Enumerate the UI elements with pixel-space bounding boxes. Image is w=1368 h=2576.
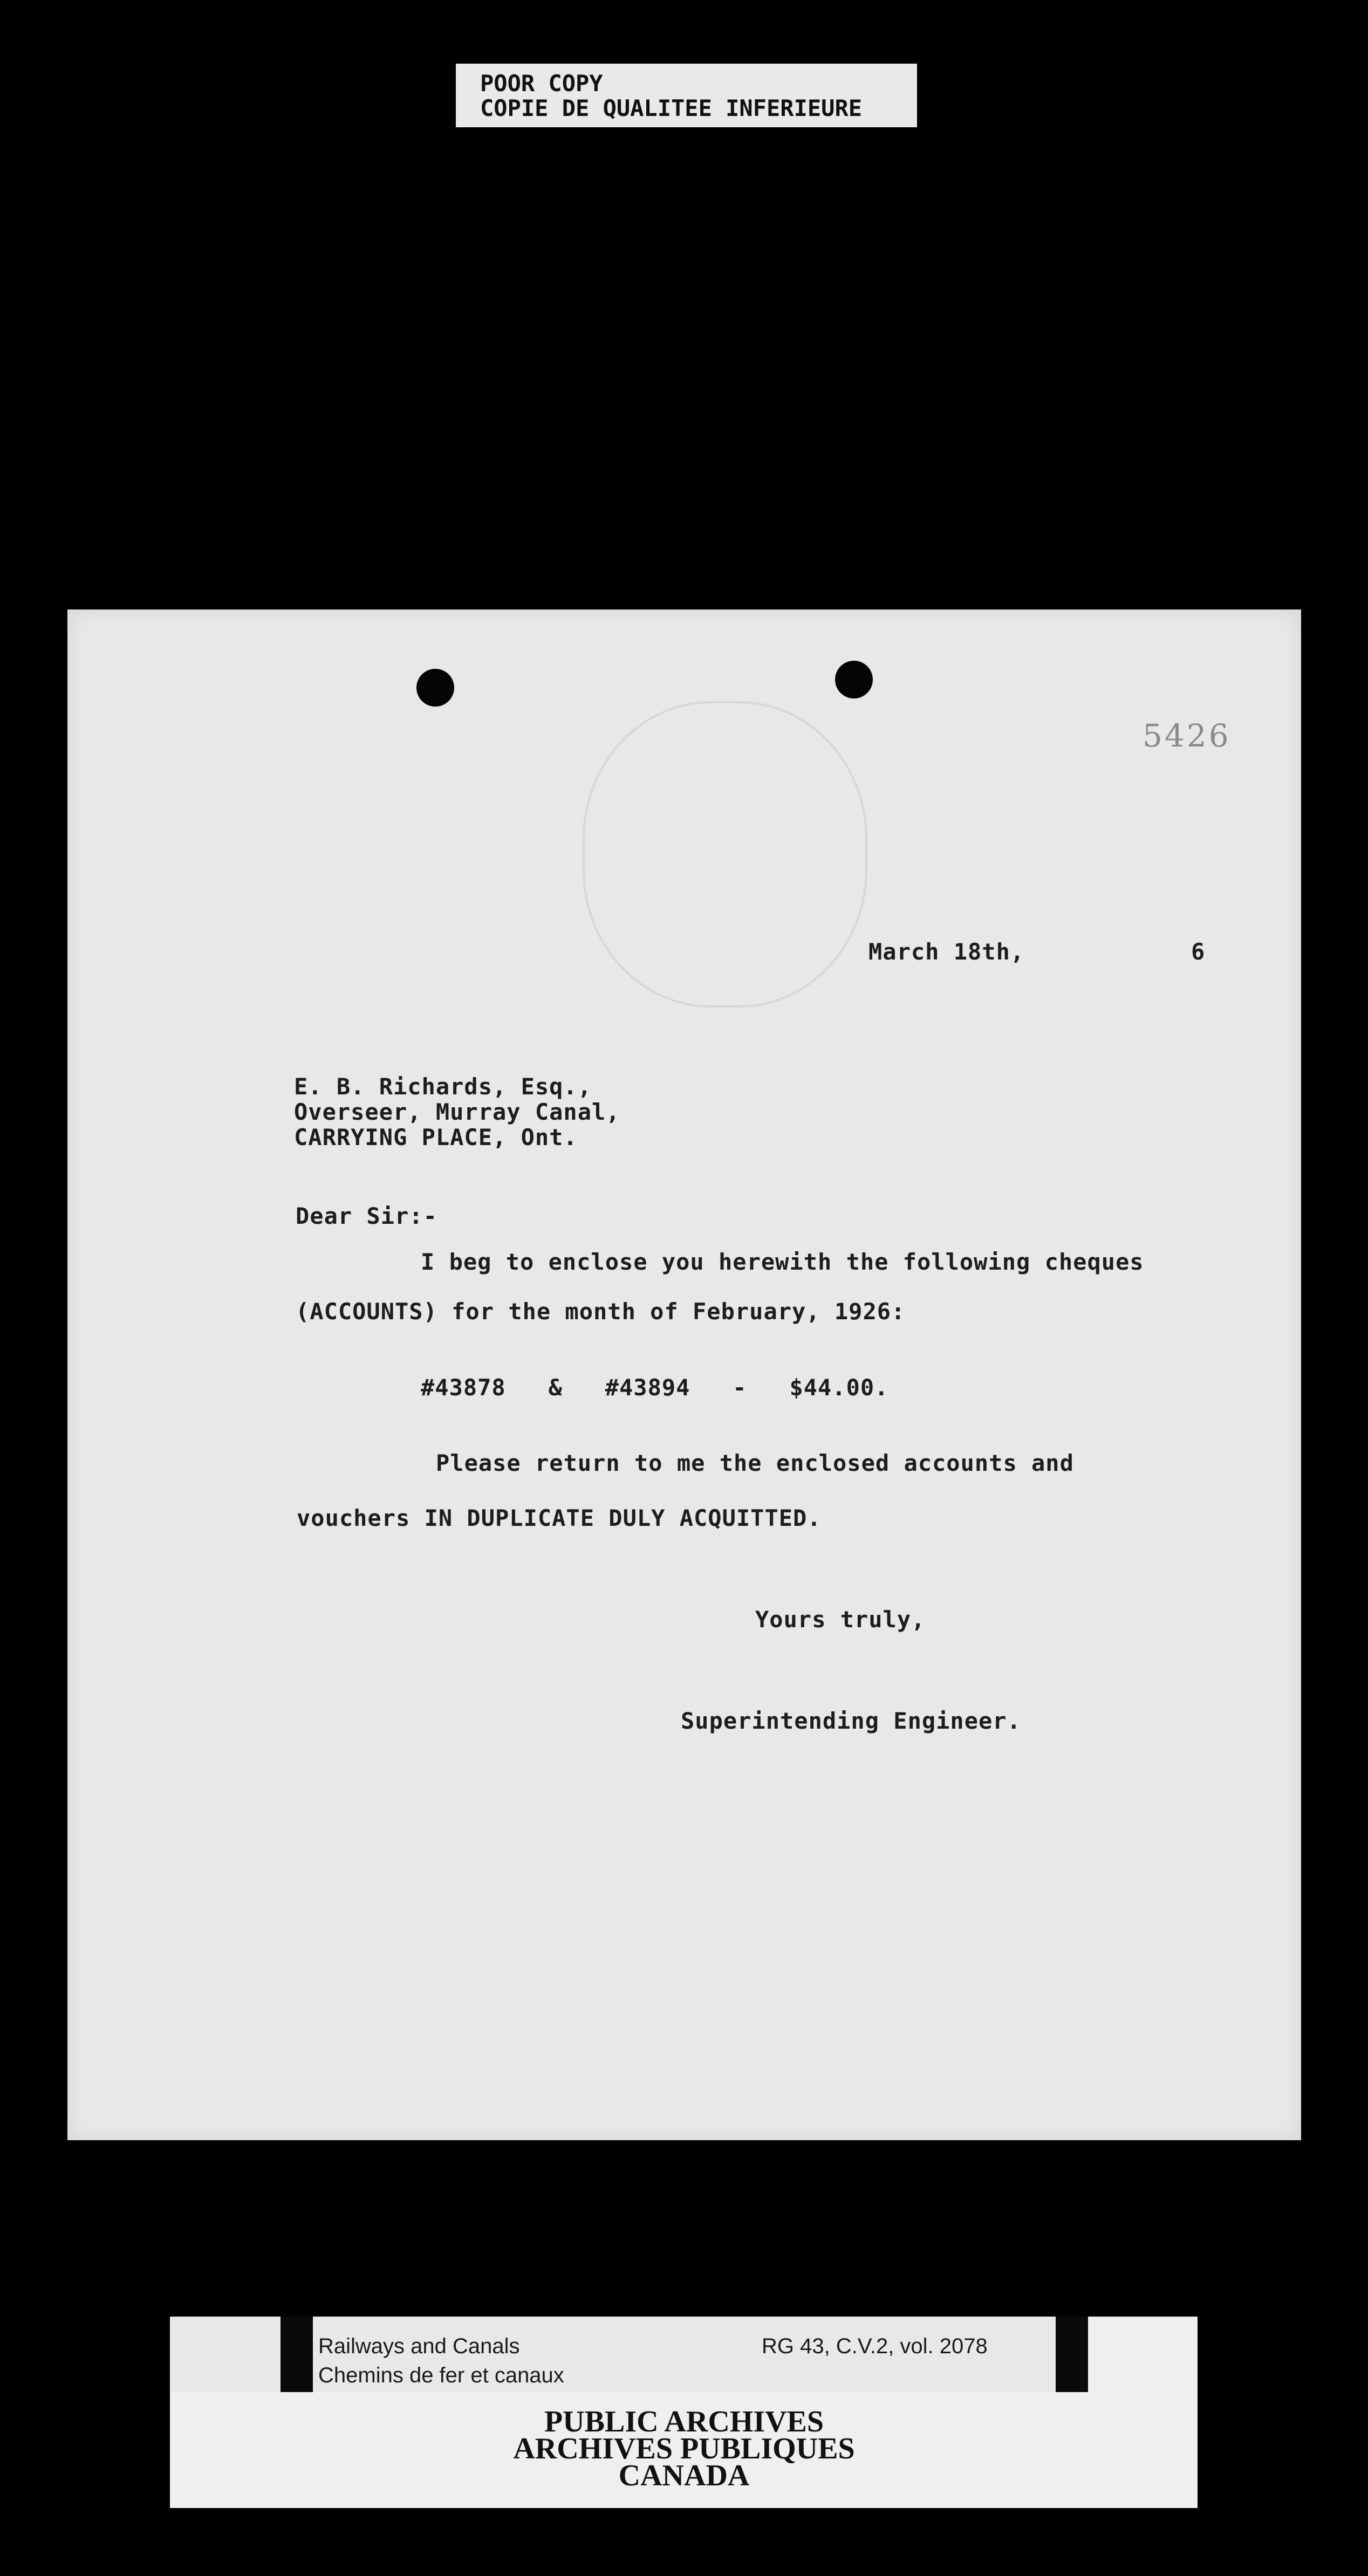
- address-line-1: E. B. Richards, Esq.,: [294, 1073, 592, 1100]
- archive-reference-number: RG 43, C.V.2, vol. 2078: [762, 2334, 988, 2358]
- cheque-numbers-line: #43878 & #43894 - $44.00.: [421, 1374, 889, 1401]
- archive-title-english: PUBLIC ARCHIVES: [544, 2405, 824, 2438]
- strip-left-edge: [281, 2317, 313, 2392]
- poor-copy-label: [456, 64, 917, 127]
- salutation: Dear Sir:-: [296, 1203, 437, 1229]
- paragraph-1-line-2: (ACCOUNTS) for the month of February, 1926:: [296, 1298, 906, 1325]
- address-line-2: Overseer, Murray Canal,: [294, 1099, 620, 1125]
- paragraph-2-line-2: vouchers IN DUPLICATE DULY ACQUITTED.: [297, 1505, 822, 1531]
- faint-watermark-stamp: [583, 701, 867, 1008]
- address-line-3: CARRYING PLACE, Ont.: [294, 1124, 578, 1150]
- letter-date: March 18th,: [868, 938, 1025, 965]
- paragraph-2-line-1: Please return to me the enclosed accounts and: [436, 1450, 1074, 1476]
- signature-title: Superintending Engineer.: [681, 1708, 1021, 1734]
- department-french: Chemins de fer et canaux: [318, 2363, 564, 2387]
- strip-right-edge: [1056, 2317, 1088, 2392]
- file-number: 5426: [1143, 717, 1231, 754]
- archive-title-french: ARCHIVES PUBLIQUES: [513, 2432, 855, 2465]
- paragraph-1-line-1: I beg to enclose you herewith the following cheques: [421, 1249, 1144, 1275]
- closing: Yours truly,: [755, 1606, 926, 1633]
- department-english: Railways and Canals: [318, 2334, 520, 2358]
- punch-hole-right: [835, 661, 873, 698]
- poor-copy-french: COPIE DE QUALITEE INFERIEURE: [480, 95, 863, 121]
- punch-hole-left: [416, 669, 454, 707]
- archive-title-country: CANADA: [618, 2459, 750, 2492]
- poor-copy-english: POOR COPY: [480, 70, 603, 97]
- letter-date-suffix: 6: [1191, 938, 1206, 965]
